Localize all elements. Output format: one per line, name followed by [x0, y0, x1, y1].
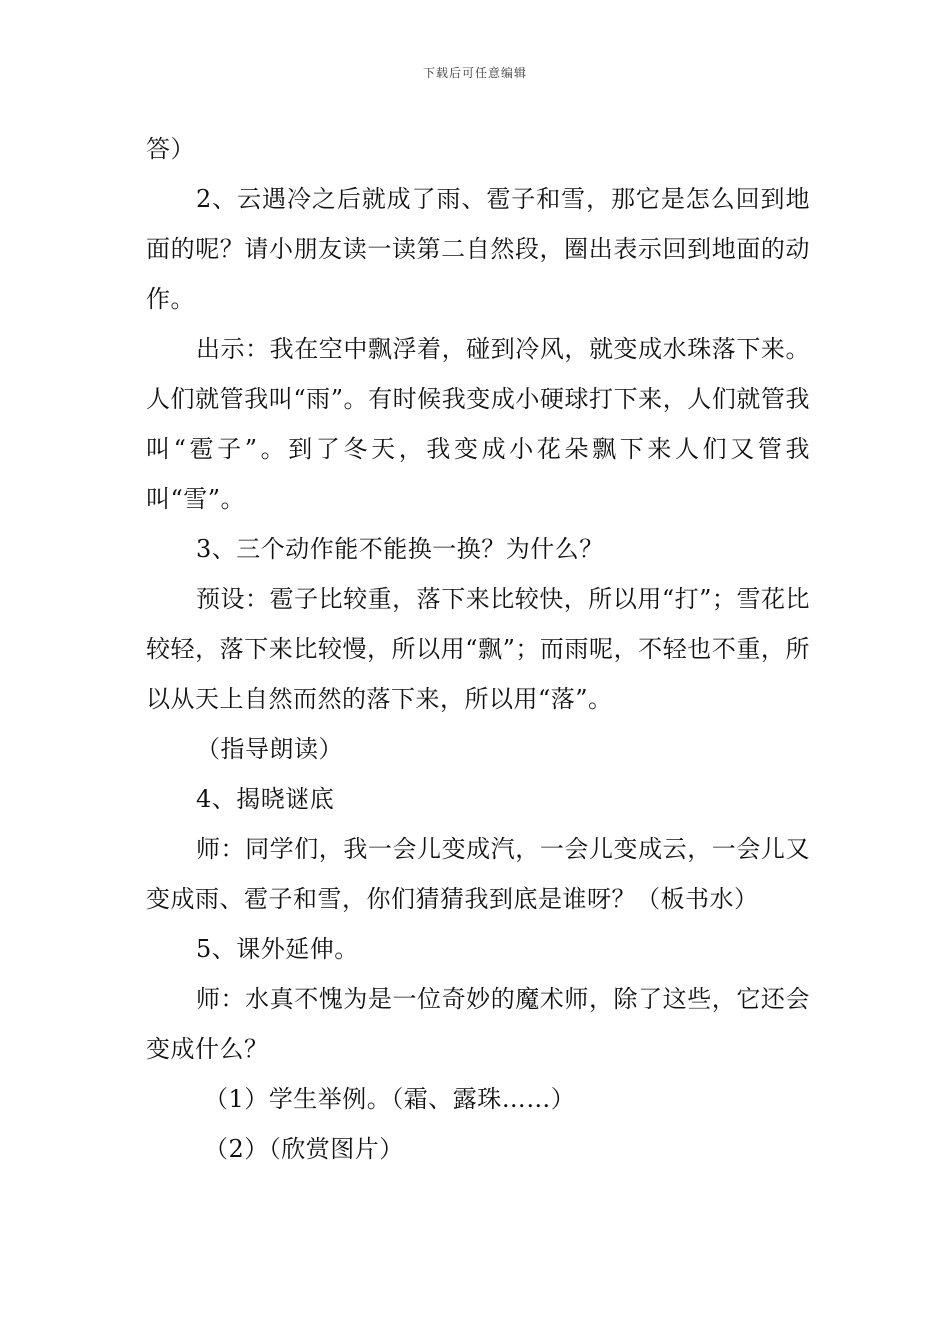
paragraph-question-3: 3、三个动作能不能换一换？为什么？ [196, 535, 604, 563]
paragraph-step-5: 5、课外延伸。 [196, 935, 359, 963]
paragraph-sub-item-2: （2）（欣赏图片） [204, 1135, 404, 1163]
paragraph-teacher-riddle: 师：同学们，我一会儿变成汽，一会儿变成云，一会儿又变成雨、雹子和雪，你们猜猜我到底是谁呀？（板书水） [146, 835, 810, 913]
paragraph-question-2: 2、云遇冷之后就成了雨、雹子和雪，那它是怎么回到地面的呢？请小朋友读一读第二自然段，圈出表示回到地面的动作。 [146, 185, 810, 313]
paragraph-sub-item-1: （1）学生举例。（霜、露珠……） [204, 1085, 576, 1113]
paragraph-display-text: 出示：我在空中飘浮着，碰到冷风，就变成水珠落下来。人们就管我叫“雨”。有时候我变成小硬球打下来，人们就管我叫“雹子”。到了冬天，我变成小花朵飘下来人们又管我叫“雪”。 [146, 335, 810, 513]
paragraph-answer-end: 答） [146, 135, 195, 163]
paragraph-preset-answer: 预设：雹子比较重，落下来比较快，所以用“打”；雪花比较轻，落下来比较慢，所以用“飘”；而雨呢，不轻也不重，所以从天上自然而然的落下来，所以用“落”。 [146, 585, 810, 713]
page-header: 下载后可任意编辑 [422, 66, 527, 80]
paragraph-teacher-extension: 师：水真不愧为是一位奇妙的魔术师，除了这些，它还会变成什么？ [146, 985, 810, 1063]
paragraph-reading-guide: （指导朗读） [196, 735, 343, 763]
paragraph-step-4: 4、揭晓谜底 [196, 785, 335, 813]
document-body [146, 124, 810, 1174]
